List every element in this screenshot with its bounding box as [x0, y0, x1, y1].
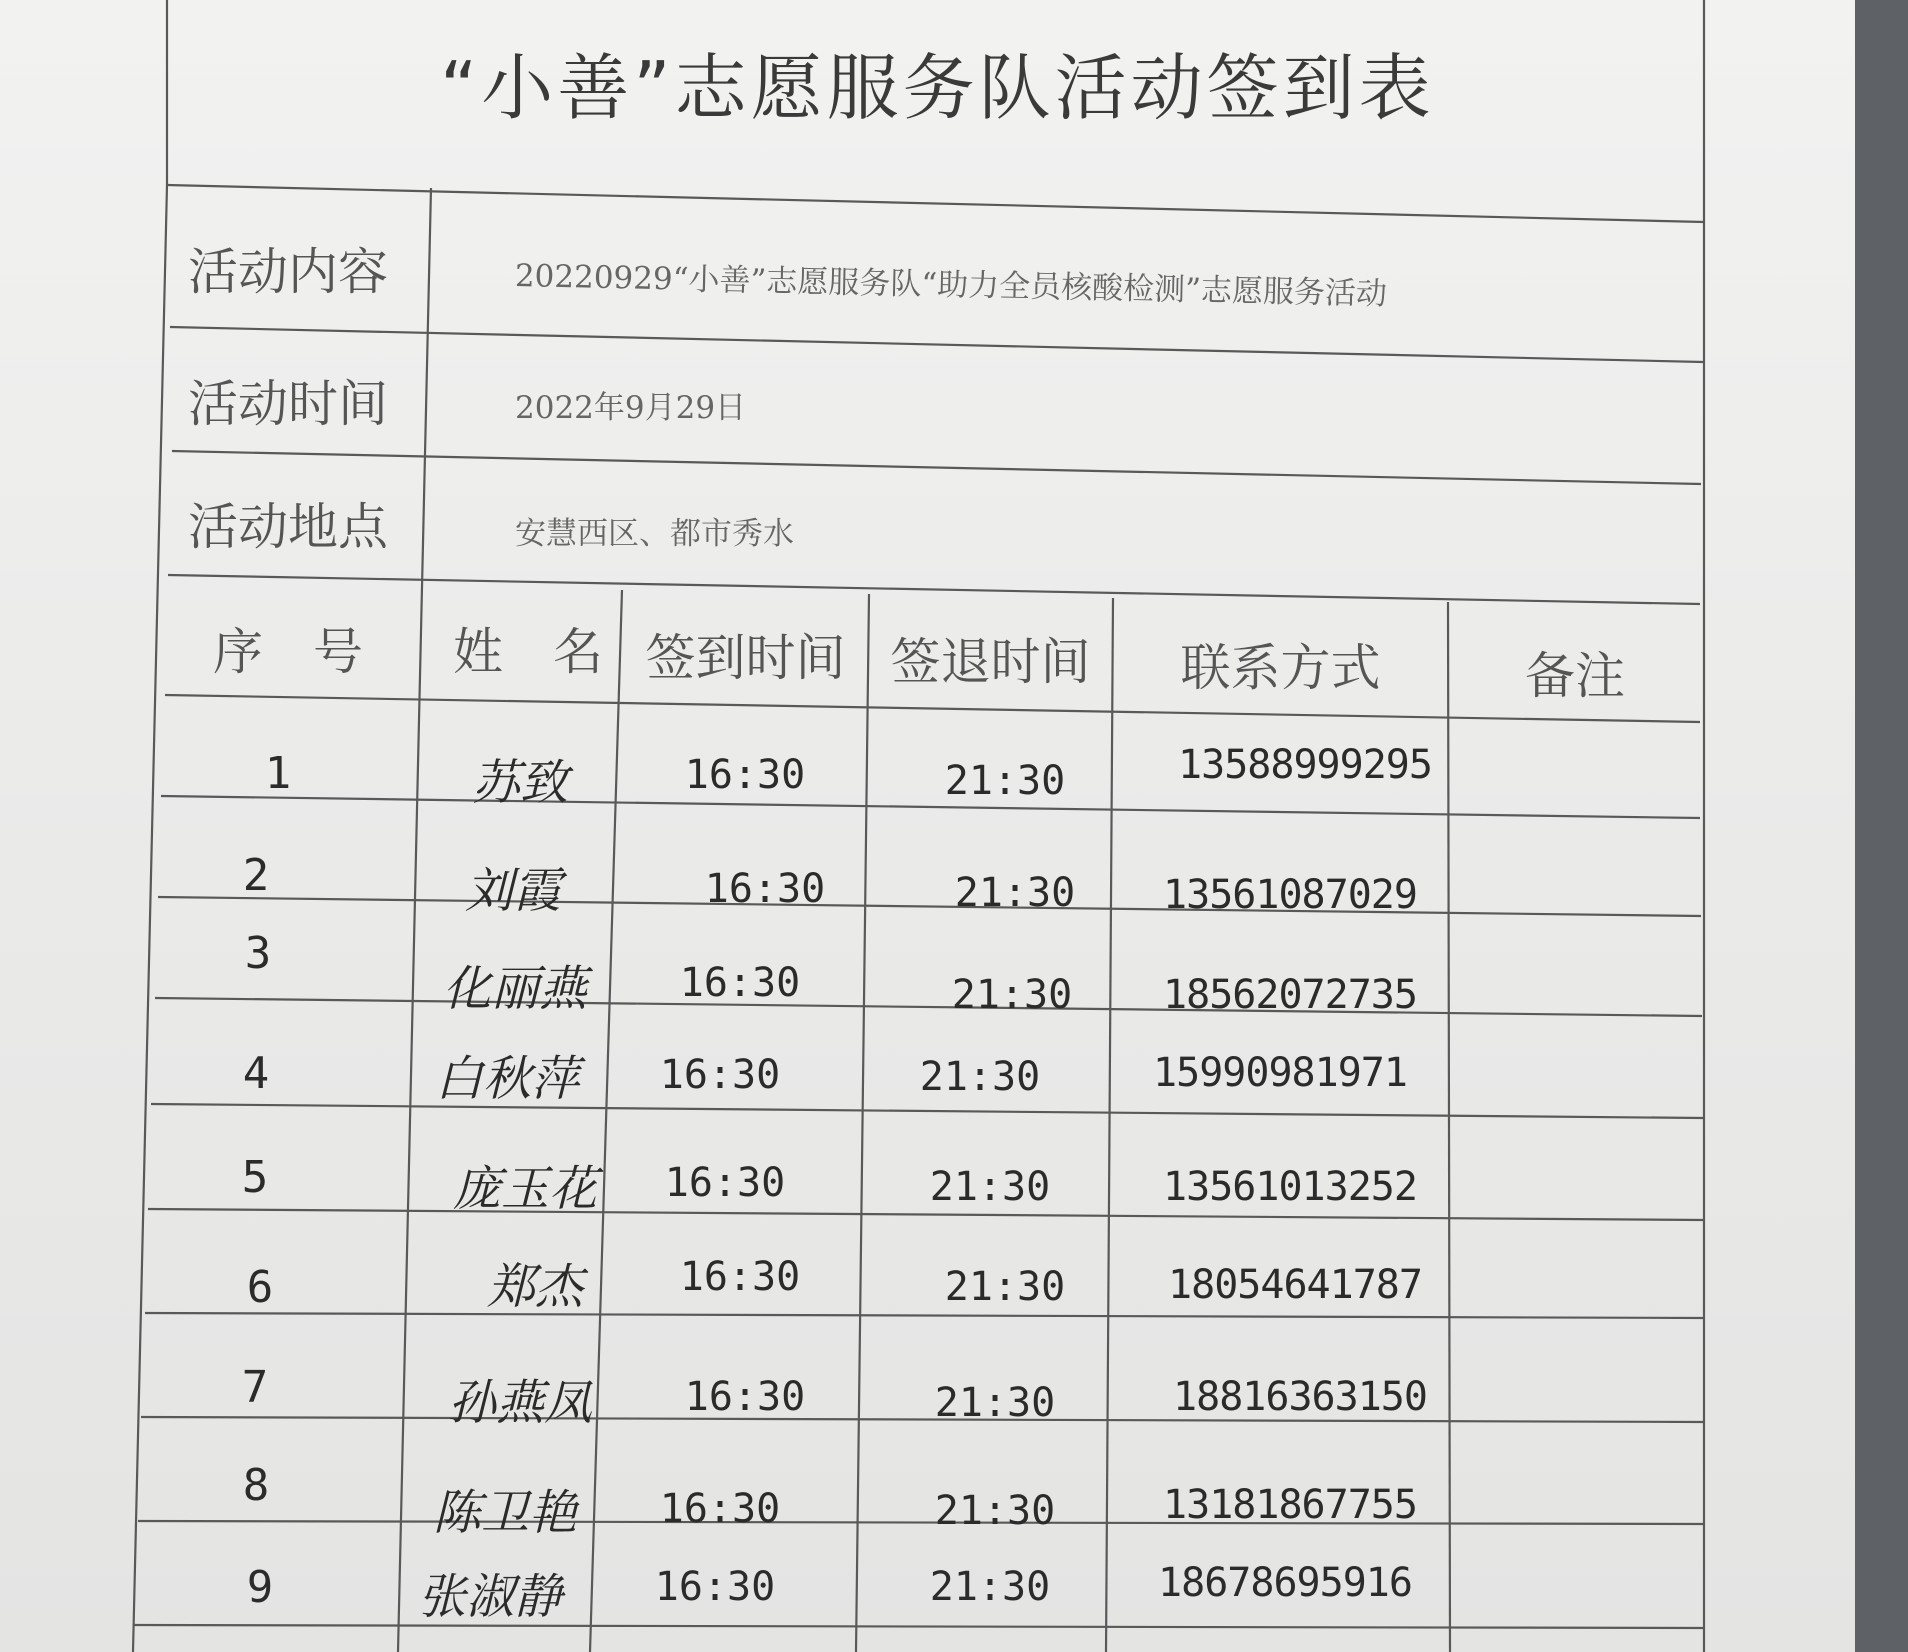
row-9-checkin: 16:30: [654, 1564, 776, 1610]
row-9-name: 张淑静: [417, 1569, 562, 1625]
row-3-checkin: 16:30: [679, 960, 801, 1006]
row-7-no: 7: [241, 1362, 269, 1413]
row-5-no: 5: [241, 1152, 269, 1203]
row-4-no: 4: [242, 1048, 270, 1099]
row-5-name: 庞玉花: [452, 1161, 597, 1217]
row-5-checkin: 16:30: [664, 1160, 786, 1206]
content-value: 20220929“小善”志愿服务队“助力全员核酸检测”志愿服务活动: [514, 258, 1388, 313]
row-6-no: 6: [246, 1262, 274, 1313]
row-6-checkin: 16:30: [679, 1254, 801, 1300]
header-note: 备注: [1525, 647, 1625, 705]
row-5-checkout: 21:30: [929, 1164, 1051, 1210]
row-1-no: 1: [264, 748, 292, 799]
row-6-checkout: 21:30: [944, 1264, 1066, 1310]
row-1-name: 苏致: [471, 755, 568, 811]
row-6-name: 郑杰: [486, 1259, 583, 1315]
row-9-no: 9: [246, 1562, 274, 1613]
row-4-checkin: 16:30: [659, 1052, 781, 1098]
row-1-checkin: 16:30: [684, 752, 806, 798]
row-5-phone: 13561013252: [1163, 1164, 1417, 1210]
row-8-phone: 13181867755: [1163, 1482, 1417, 1528]
header-name: 姓 名: [453, 623, 603, 681]
place-label: 活动地点: [188, 498, 388, 556]
header-no: 序 号: [213, 623, 363, 681]
row-3-name: 化丽燕: [442, 961, 587, 1017]
row-2-phone: 13561087029: [1163, 872, 1417, 918]
row-3-checkout: 21:30: [951, 972, 1073, 1018]
row-3-phone: 18562072735: [1163, 972, 1417, 1018]
row-4-checkout: 21:30: [919, 1054, 1041, 1100]
row-7-checkout: 21:30: [934, 1380, 1056, 1426]
row-1-phone: 13588999295: [1178, 742, 1432, 788]
header-contact: 联系方式: [1180, 639, 1381, 697]
header-checkin: 签到时间: [645, 629, 846, 687]
row-8-checkin: 16:30: [659, 1486, 781, 1532]
row-8-no: 8: [242, 1460, 270, 1511]
content-label: 活动内容: [188, 243, 388, 301]
row-4-name: 白秋萍: [434, 1051, 579, 1107]
row-2-no: 2: [242, 850, 270, 901]
row-8-name: 陈卫艳: [432, 1485, 577, 1541]
row-9-phone: 18678695916: [1158, 1560, 1412, 1606]
row-7-phone: 18816363150: [1173, 1374, 1427, 1420]
time-label: 活动时间: [188, 375, 388, 433]
header-checkout: 签退时间: [890, 633, 1091, 691]
row-9-checkout: 21:30: [929, 1564, 1051, 1610]
row-6-phone: 18054641787: [1168, 1262, 1422, 1308]
row-2-name: 刘霞: [464, 863, 561, 919]
row-1-checkout: 21:30: [944, 758, 1066, 804]
row-7-checkin: 16:30: [684, 1374, 806, 1420]
page-title: “小善”志愿服务队活动签到表: [440, 46, 1435, 130]
row-7-name: 孙燕凤: [447, 1375, 592, 1431]
row-2-checkin: 16:30: [704, 866, 826, 912]
place-value: 安慧西区、都市秀水: [515, 516, 794, 552]
time-value: 2022年9月29日: [515, 390, 747, 426]
row-8-checkout: 21:30: [934, 1488, 1056, 1534]
row-3-no: 3: [244, 928, 272, 979]
row-4-phone: 15990981971: [1153, 1050, 1407, 1096]
row-2-checkout: 21:30: [954, 870, 1076, 916]
